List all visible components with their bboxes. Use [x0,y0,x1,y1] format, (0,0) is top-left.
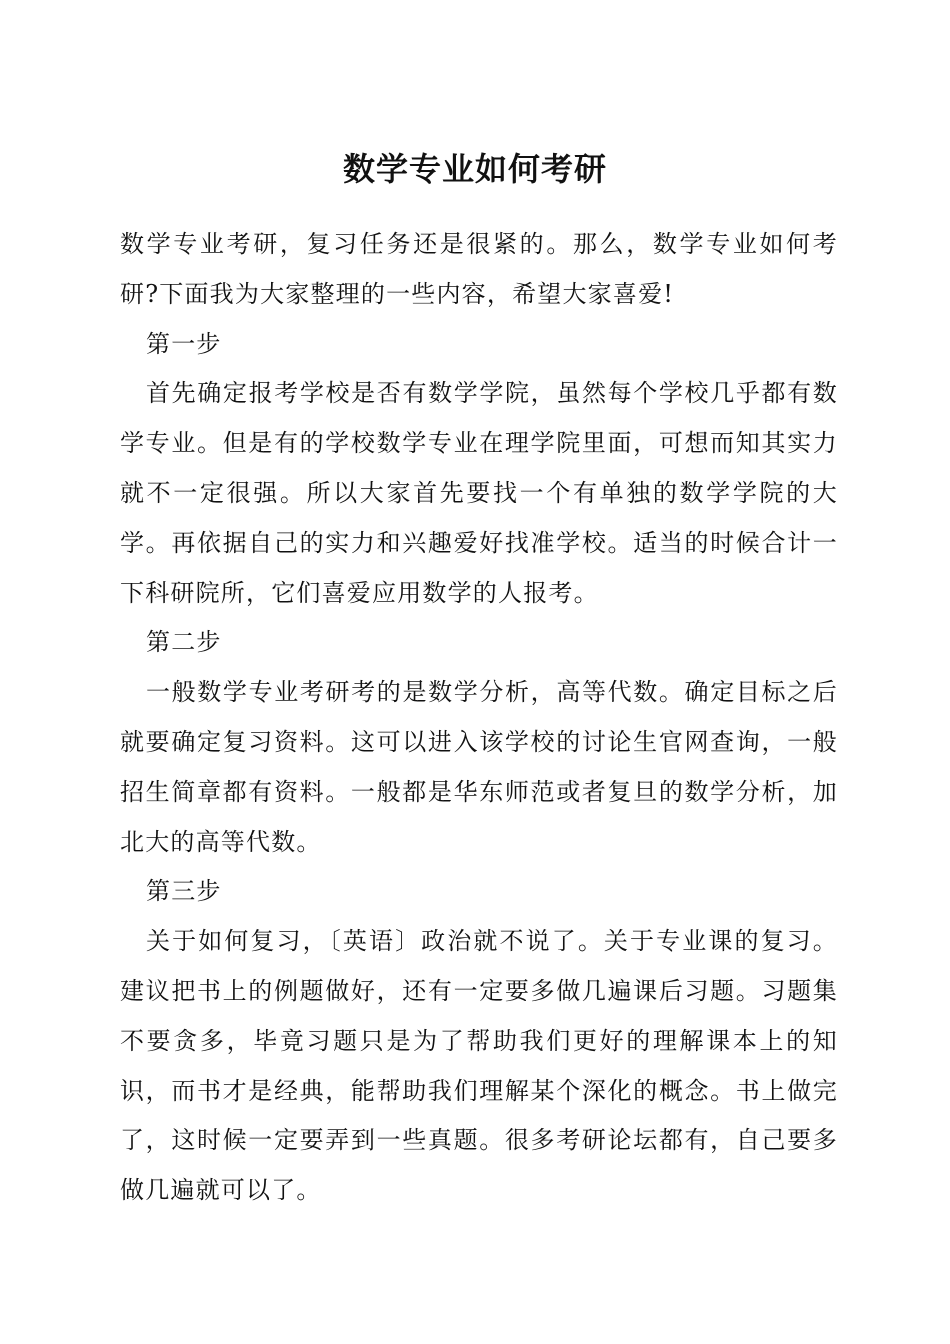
step-3-heading: 第三步 [146,877,222,906]
document-body [120,220,838,1216]
step-3-paragraph: 关于如何复习，〔英语〕政治就不说了。关于专业课的复习。建议把书上的例题做好，还有一定要多做几遍课后习题。习题集不要贪多，毕竟习题只是为了帮助我们更好的理解课本上的知识，而书才是经典，能帮助我们理解某个深化的概念。书上做完了，这时候一定要弄到一些真题。很多考研论坛都有，自己要多做几遍就可以了。 [120,927,838,1205]
step-1-heading: 第一步 [146,329,222,358]
document-title: 数学专业如何考研 [342,150,607,188]
intro-paragraph: 数学专业考研，复习任务还是很紧的。那么，数学专业如何考研?下面我为大家整理的一些内容，希望大家喜爱! [120,230,838,308]
step-2-paragraph: 一般数学专业考研考的是数学分析，高等代数。确定目标之后就要确定复习资料。这可以进入该学校的讨论生官网查询，一般招生简章都有资料。一般都是华东师范或者复旦的数学分析，加北大的高等代数。 [120,678,838,856]
step-1-paragraph: 首先确定报考学校是否有数学学院，虽然每个学校几乎都有数学专业。但是有的学校数学专业在理学院里面，可想而知其实力就不一定很强。所以大家首先要找一个有单独的数学学院的大学。再依据自己的实力和兴趣爱好找准学校。适当的时候合计一下科研院所，它们喜爱应用数学的人报考。 [120,379,838,607]
step-2-heading: 第二步 [146,628,222,657]
